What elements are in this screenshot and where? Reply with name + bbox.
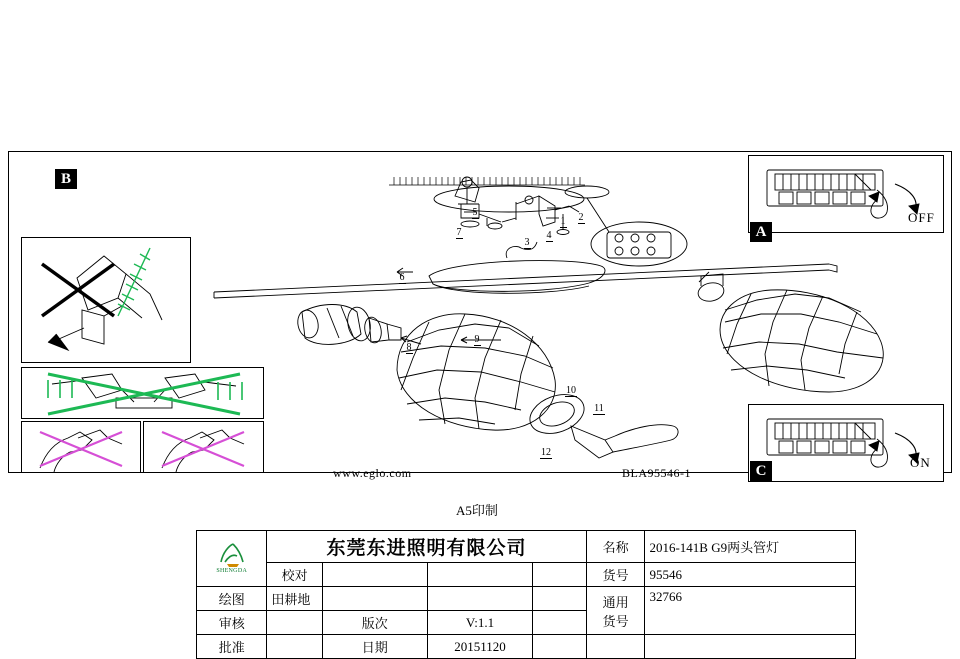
switch-off-label: OFF xyxy=(908,210,935,225)
callout-9-text: 9 xyxy=(474,334,480,345)
spare-cell-1 xyxy=(427,563,532,587)
warning-figure-2 xyxy=(21,367,264,419)
callout-11-text: 11 xyxy=(594,403,604,414)
review-label: 审核 xyxy=(197,611,267,635)
callout-4 xyxy=(540,230,558,242)
spare-cell-5 xyxy=(533,587,586,611)
product-code-text: BLA95546-1 xyxy=(622,466,691,480)
company-name: 东莞东进照明有限公司 xyxy=(267,531,586,563)
callout-4-text: 4 xyxy=(546,230,552,241)
proofread-label: 校对 xyxy=(267,563,322,587)
callout-11 xyxy=(590,403,608,415)
callout-8 xyxy=(400,342,418,354)
callout-1 xyxy=(554,216,572,228)
warning-figure-3 xyxy=(21,421,141,473)
callout-7 xyxy=(450,227,468,239)
logo-text: SHENGDA xyxy=(216,567,248,574)
callout-1-text: 1 xyxy=(560,216,566,227)
item-label: 货号 xyxy=(586,563,645,587)
spare-cell-3 xyxy=(322,587,427,611)
review-value xyxy=(267,611,322,635)
common-item-value: 32766 xyxy=(645,587,856,635)
logo-mark-icon xyxy=(203,542,261,568)
draw-label: 绘图 xyxy=(197,587,267,611)
draw-value: 田耕地 xyxy=(267,587,322,611)
version-label: 版次 xyxy=(322,611,427,635)
approve-label: 批准 xyxy=(197,635,267,659)
warning-figure-4 xyxy=(143,421,264,473)
switch-on-label: ON xyxy=(910,455,931,470)
step-badge-c: C xyxy=(750,461,772,481)
callout-2 xyxy=(572,212,590,224)
common-item-label xyxy=(586,587,645,635)
callout-6 xyxy=(393,272,411,284)
step-badge-a: A xyxy=(750,222,772,242)
callout-3 xyxy=(518,237,536,249)
version-value: V:1.1 xyxy=(427,611,532,635)
callout-8-text: 8 xyxy=(406,342,412,353)
warning-figure-2-art xyxy=(22,368,264,419)
spare-cell-6 xyxy=(533,611,586,635)
callout-6-text: 6 xyxy=(399,272,405,283)
date-label: 日期 xyxy=(322,635,427,659)
date-value: 20151120 xyxy=(427,635,532,659)
callout-10 xyxy=(562,385,580,397)
company-logo xyxy=(197,531,267,587)
proofread-value xyxy=(322,563,427,587)
warning-figure-3-art xyxy=(22,422,141,473)
sheet-note-text: A5印制 xyxy=(456,503,498,518)
warning-figure-1-art xyxy=(22,238,191,363)
callout-3-text: 3 xyxy=(524,237,530,248)
product-name-value: 2016-141B G9两头管灯 xyxy=(645,531,856,563)
callout-9 xyxy=(468,334,486,346)
callout-2-text: 2 xyxy=(578,212,584,223)
spare-cell-4 xyxy=(427,587,532,611)
callout-5 xyxy=(466,207,484,219)
step-badge-b: B xyxy=(55,169,77,189)
callout-12-text: 12 xyxy=(541,447,551,458)
item-value: 95546 xyxy=(645,563,856,587)
callout-12 xyxy=(537,447,555,459)
spare-cell-2 xyxy=(533,563,586,587)
common-item-label-line1: 通用 xyxy=(602,594,629,610)
common-item-label-line2: 货号 xyxy=(602,613,629,629)
name-label: 名称 xyxy=(586,531,645,563)
callout-10-text: 10 xyxy=(566,385,576,396)
warning-figure-4-art xyxy=(144,422,264,473)
callout-5-text: 5 xyxy=(472,207,478,218)
warning-figure-1 xyxy=(21,237,191,363)
website-text: www.eglo.com xyxy=(333,466,412,480)
callout-7-text: 7 xyxy=(456,227,462,238)
title-block xyxy=(196,530,856,659)
